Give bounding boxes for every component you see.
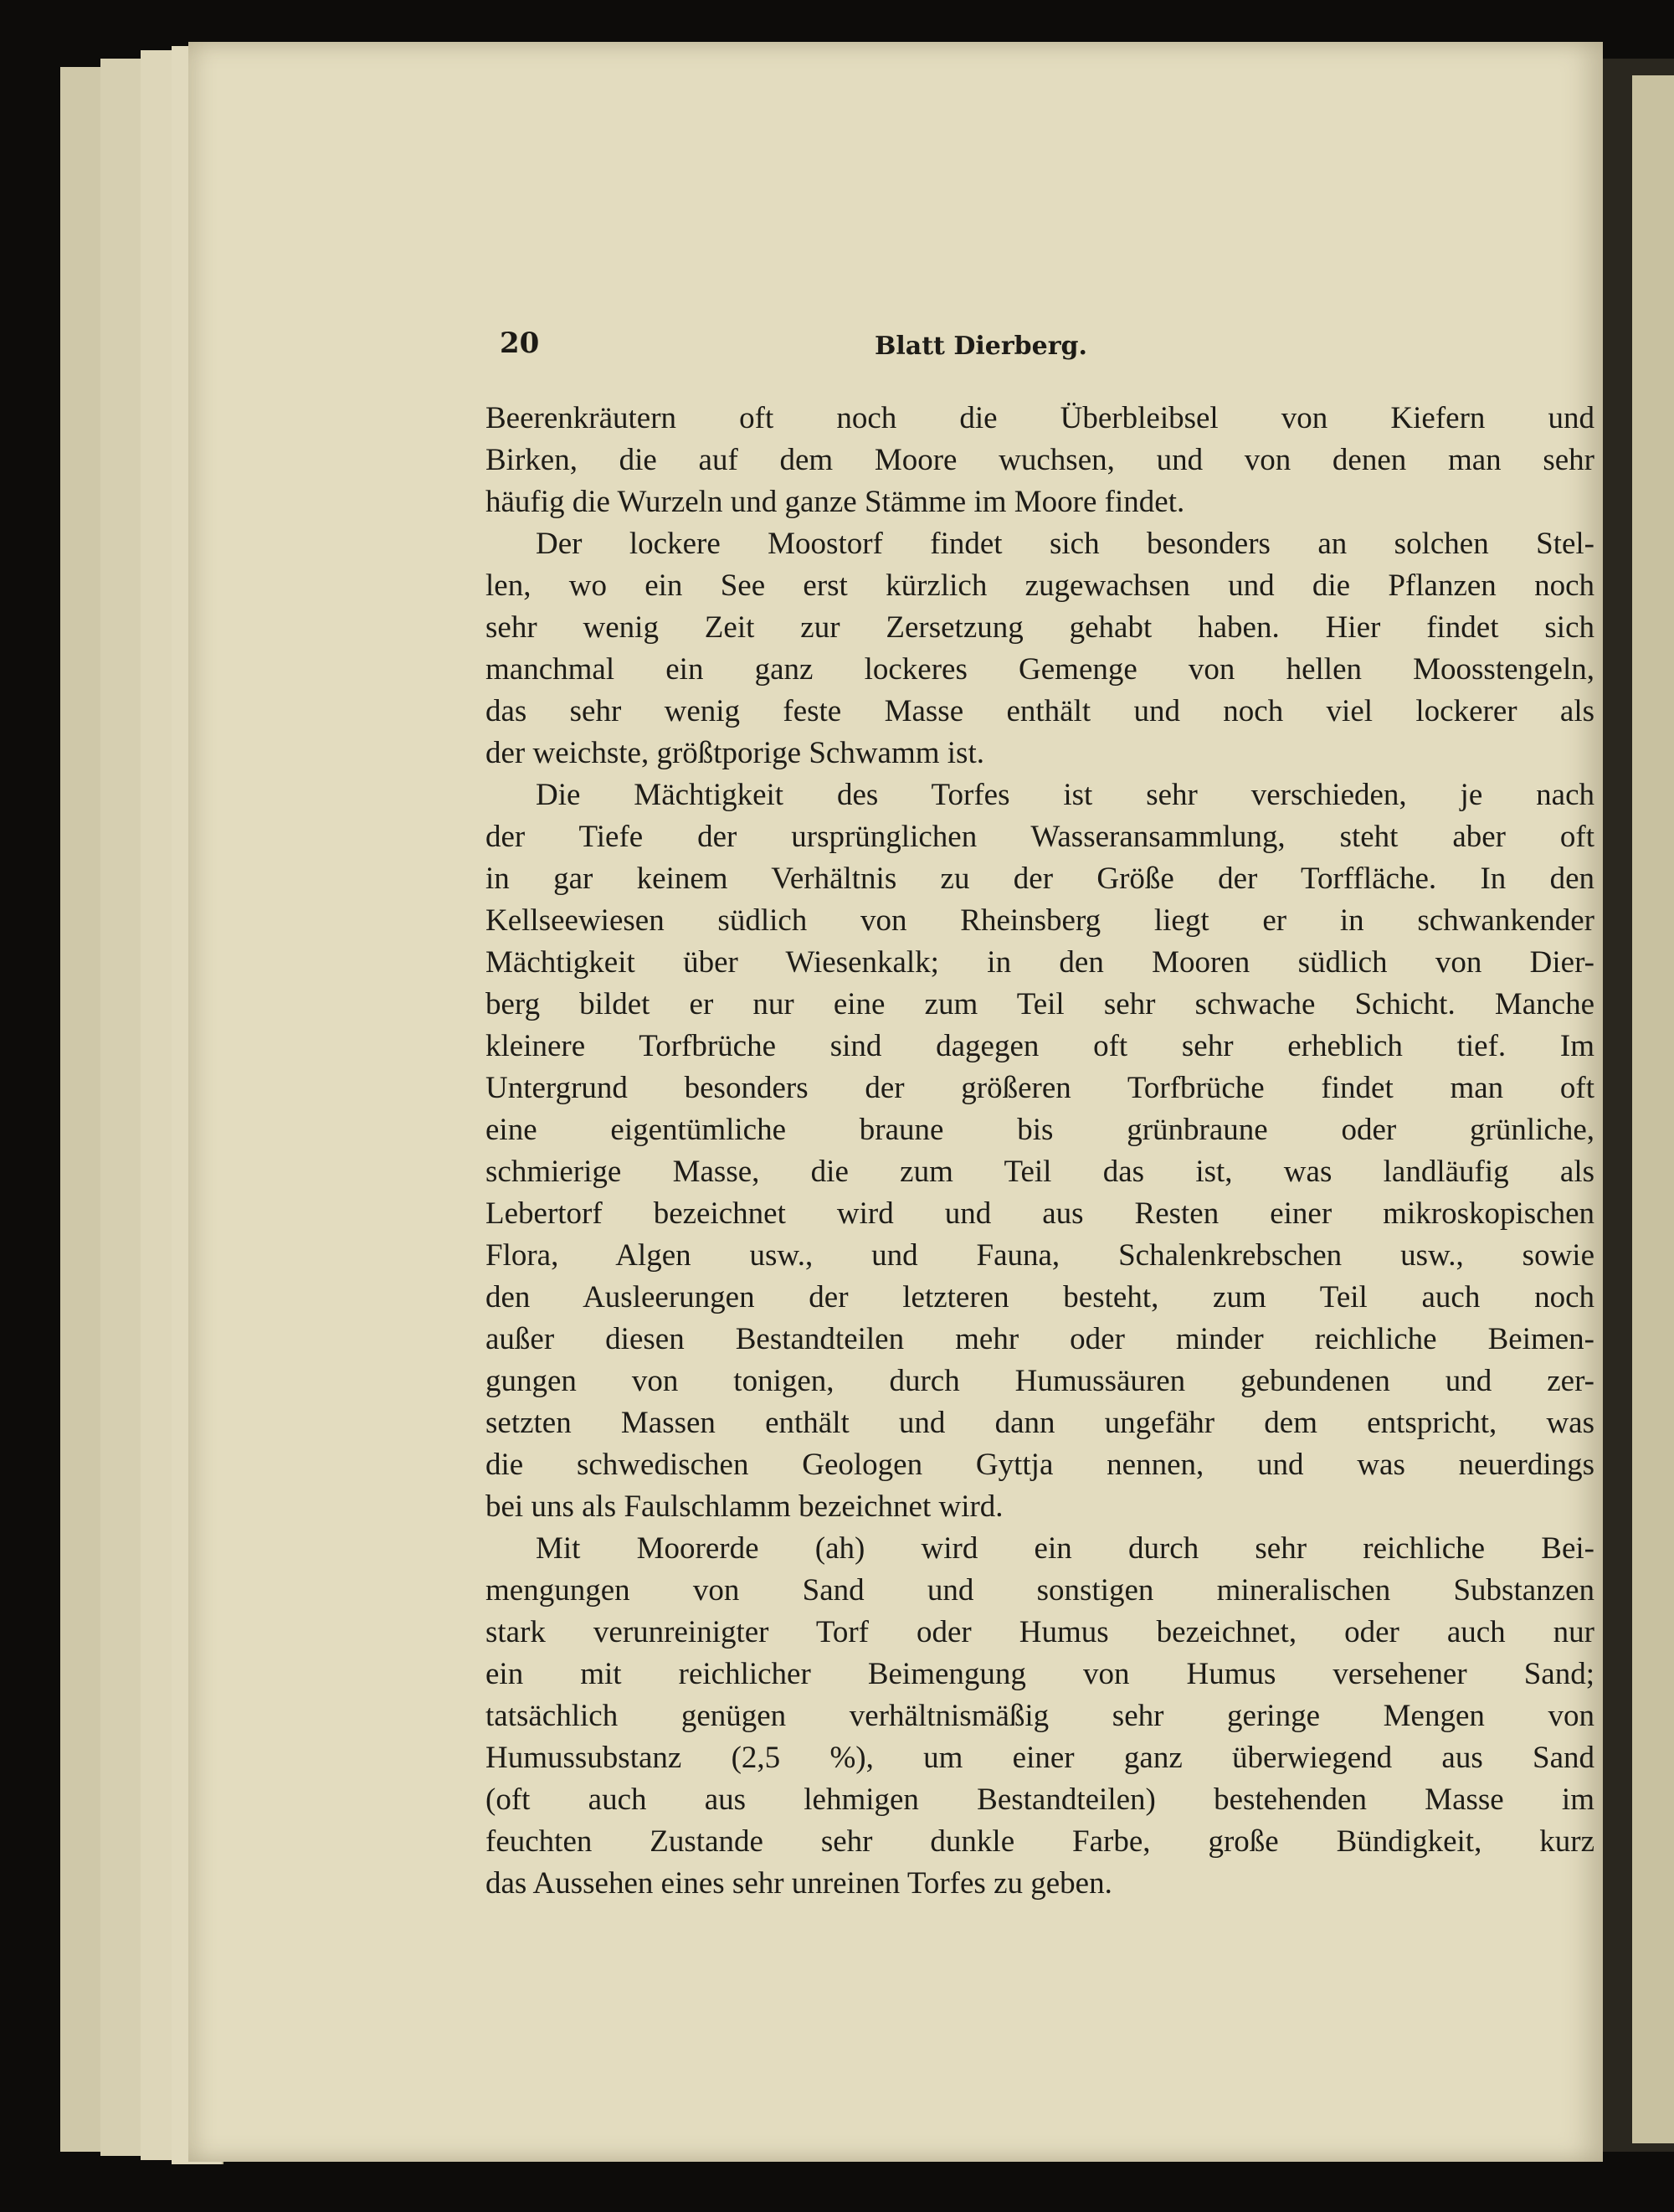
body-text <box>485 398 1594 1905</box>
text-line: das Aussehen eines sehr unreinen Torfes zu geben. <box>485 1866 1112 1901</box>
text-line: Die Mächtigkeit des Torfes ist sehr verschieden, je nach <box>536 778 1594 812</box>
text-line: Birken, die auf dem Moore wuchsen, und von denen man sehr <box>485 443 1594 477</box>
text-line: Beerenkräutern oft noch die Überbleibsel von Kiefern und <box>485 401 1594 435</box>
text-line: Der lockere Moostorf findet sich besonders an solchen Stel- <box>536 527 1594 561</box>
text-line: Flora, Algen usw., und Fauna, Schalenkrebschen usw., sowie <box>485 1238 1594 1273</box>
text-line: den Ausleerungen der letzteren besteht, zum Teil auch noch <box>485 1280 1594 1314</box>
text-line: der weichste, größtporige Schwamm ist. <box>485 736 984 770</box>
text-line: berg bildet er nur eine zum Teil sehr schwache Schicht. Manche <box>485 987 1594 1021</box>
text-line: schmierige Masse, die zum Teil das ist, was landläufig als <box>485 1155 1594 1189</box>
text-line: Mit Moorerde (ah) wird ein durch sehr reichliche Bei- <box>536 1531 1594 1566</box>
text-line: Untergrund besonders der größeren Torfbrüche findet man oft <box>485 1071 1594 1105</box>
text-line: len, wo ein See erst kürzlich zugewachsen und die Pflanzen noch <box>485 568 1594 603</box>
text-line: (oft auch aus lehmigen Bestandteilen) bestehenden Masse im <box>485 1782 1594 1817</box>
text-line: bei uns als Faulschlamm bezeichnet wird. <box>485 1489 1004 1524</box>
book-page <box>188 42 1603 2162</box>
paragraph <box>485 774 1594 1528</box>
text-line: ein mit reichlicher Beimengung von Humus versehener Sand; <box>485 1657 1594 1691</box>
paragraph <box>485 523 1594 774</box>
text-line: der Tiefe der ursprünglichen Wasseransammlung, steht aber oft <box>485 820 1594 854</box>
text-line: manchmal ein ganz lockeres Gemenge von hellen Moosstengeln, <box>485 652 1594 687</box>
page-header <box>188 327 1603 368</box>
text-line: mengungen von Sand und sonstigen mineralischen Substanzen <box>485 1573 1594 1608</box>
text-line: in gar keinem Verhältnis zu der Größe der Torffläche. In den <box>485 862 1594 896</box>
running-title: Blatt Dierberg. <box>875 332 1087 361</box>
text-line: Lebertorf bezeichnet wird und aus Resten einer mikroskopischen <box>485 1196 1594 1231</box>
text-line: außer diesen Bestandteilen mehr oder minder reichliche Beimen- <box>485 1322 1594 1356</box>
text-line: kleinere Torfbrüche sind dagegen oft sehr erheblich tief. Im <box>485 1029 1594 1063</box>
page-number: 20 <box>500 327 540 360</box>
text-line: feuchten Zustande sehr dunkle Farbe, große Bündigkeit, kurz <box>485 1824 1594 1859</box>
text-line: eine eigentümliche braune bis grünbraune oder grünliche, <box>485 1113 1594 1147</box>
next-page-edge <box>1632 75 1674 2143</box>
text-line: die schwedischen Geologen Gyttja nennen, und was neuerdings <box>485 1448 1594 1482</box>
text-line: tatsächlich genügen verhältnismäßig sehr geringe Mengen von <box>485 1699 1594 1733</box>
text-line: das sehr wenig feste Masse enthält und noch viel lockerer als <box>485 694 1594 728</box>
paragraph <box>485 398 1594 523</box>
text-line: setzten Massen enthält und dann ungefähr dem entspricht, was <box>485 1406 1594 1440</box>
text-line: stark verunreinigter Torf oder Humus bezeichnet, oder auch nur <box>485 1615 1594 1649</box>
text-line: sehr wenig Zeit zur Zersetzung gehabt haben. Hier findet sich <box>485 610 1594 645</box>
text-line: Kellseewiesen südlich von Rheinsberg liegt er in schwankender <box>485 903 1594 938</box>
text-line: Mächtigkeit über Wiesenkalk; in den Mooren südlich von Dier- <box>485 945 1594 980</box>
paragraph <box>485 1528 1594 1905</box>
text-line: Humussubstanz (2,5 %), um einer ganz überwiegend aus Sand <box>485 1741 1594 1775</box>
text-line: häufig die Wurzeln und ganze Stämme im Moore findet. <box>485 485 1185 519</box>
text-line: gungen von tonigen, durch Humussäuren gebundenen und zer- <box>485 1364 1594 1398</box>
